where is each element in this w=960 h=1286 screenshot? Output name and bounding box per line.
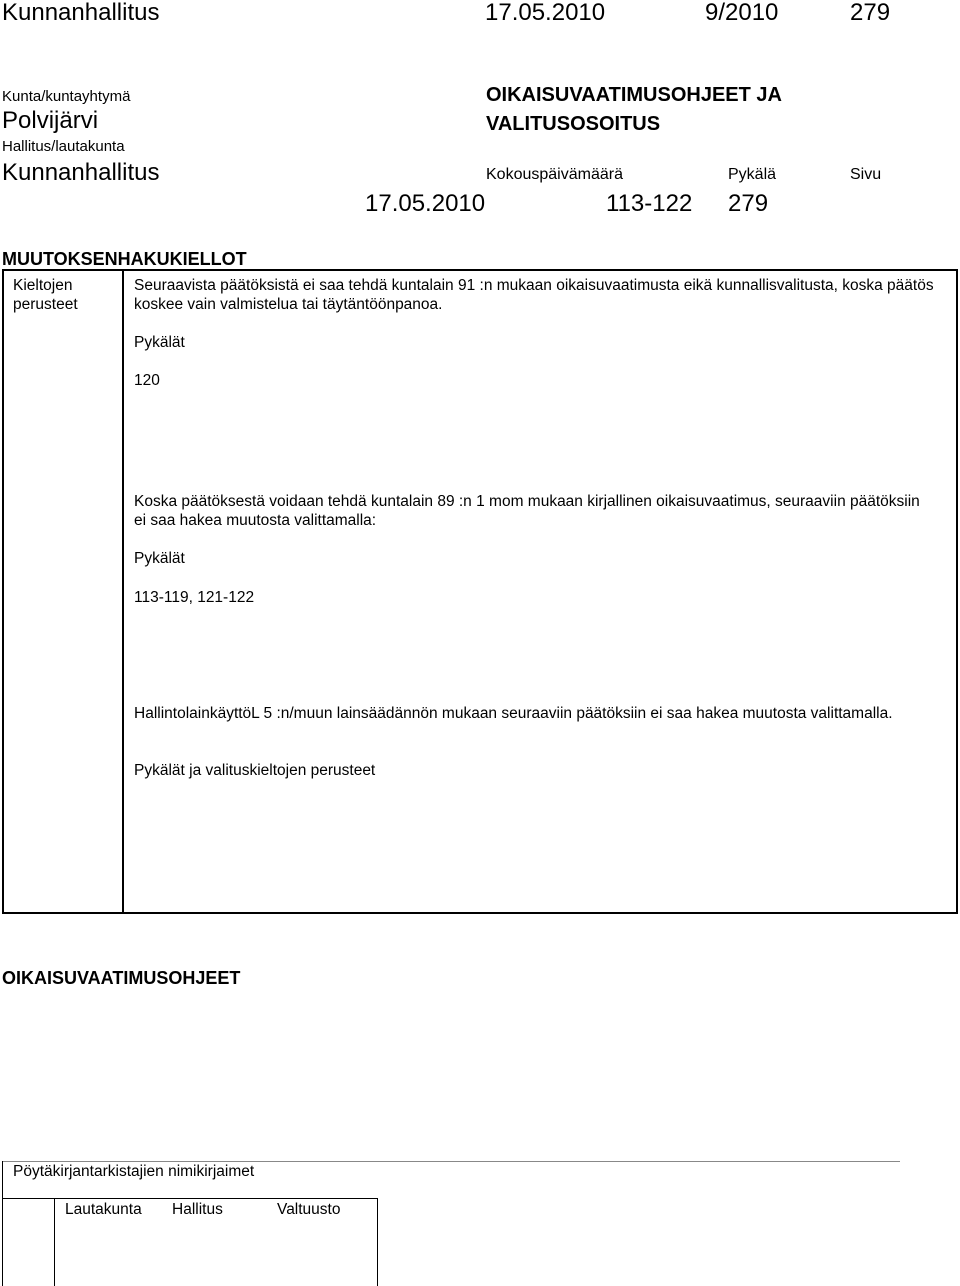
section-value: 113-122 — [606, 190, 693, 217]
signature-col-lautakunta: Lautakunta — [65, 1201, 142, 1218]
meeting-date-value: 17.05.2010 — [365, 190, 486, 217]
header-number: 9/2010 — [705, 0, 779, 26]
board-value: Kunnanhallitus — [2, 159, 160, 186]
section-label: Pykälä — [728, 166, 777, 183]
appeal-bans-heading: MUUTOKSENHAKUKIELLOT — [2, 249, 247, 269]
page-label: Sivu — [850, 166, 882, 183]
signature-col-divider-1 — [54, 1198, 55, 1286]
correction-heading: OIKAISUVAATIMUSOHJEET — [2, 968, 241, 988]
left-label-line2: perusteet — [13, 296, 78, 313]
block1-text: Seuraavista päätöksistä ei saa tehdä kuntalain 91 :n mukaan oikaisuvaatimusta eikä kunnallisvalitusta, koska päätös koskee vain valmistelua tai täytäntöönpanoa. — [134, 277, 934, 313]
left-label-line1: Kieltojen — [13, 277, 73, 294]
doc-title-line1: OIKAISUVAATIMUSOHJEET JA — [486, 84, 782, 106]
signature-col-divider-2 — [377, 1198, 378, 1286]
block3-text: HallintolainkäyttöL 5 :n/muun lainsäädännön mukaan seuraaviin päätöksiin ei saa hakea muutosta valittamalla. — [134, 705, 893, 722]
org-value: Polvijärvi — [2, 107, 99, 134]
org-label: Kunta/kuntayhtymä — [2, 88, 131, 105]
signature-col-valtuusto: Valtuusto — [277, 1201, 341, 1218]
signature-heading: Pöytäkirjantarkistajien nimikirjaimet — [13, 1163, 255, 1180]
block1-sections: 120 — [134, 372, 160, 389]
block2-label: Pykälät — [134, 550, 185, 567]
header-date: 17.05.2010 — [485, 0, 606, 26]
meeting-date-label: Kokouspäivämäärä — [486, 166, 623, 183]
signature-mid-rule — [2, 1198, 378, 1199]
signature-left-rule — [2, 1161, 3, 1286]
signature-col-hallitus: Hallitus — [172, 1201, 223, 1218]
header-body: Kunnanhallitus — [2, 0, 160, 26]
board-label: Hallitus/lautakunta — [2, 138, 125, 155]
block1-label: Pykälät — [134, 334, 185, 351]
signature-top-rule — [2, 1161, 900, 1162]
appeal-bans-divider — [122, 269, 124, 914]
block2-text: Koska päätöksestä voidaan tehdä kuntalain 89 :n 1 mom mukaan kirjallinen oikaisuvaatimus, seuraaviin päätöksiin ei saa hakea muutosta valittamalla: — [134, 493, 920, 529]
block2-sections: 113-119, 121-122 — [134, 589, 255, 606]
header-page: 279 — [850, 0, 891, 26]
page-value: 279 — [728, 190, 769, 217]
doc-title-line2: VALITUSOSOITUS — [486, 113, 661, 135]
block3-label: Pykälät ja valituskieltojen perusteet — [134, 762, 376, 779]
